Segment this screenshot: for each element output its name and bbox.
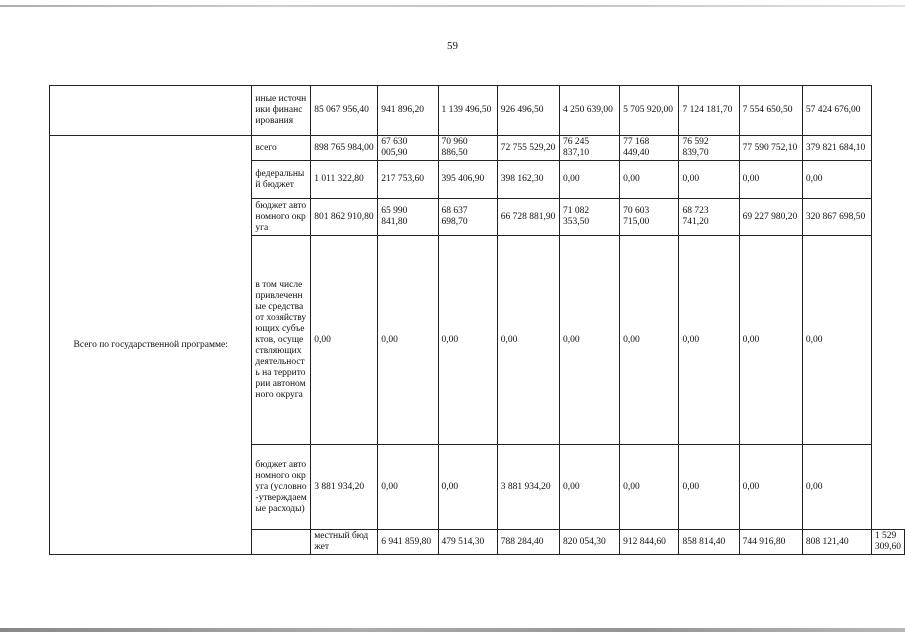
table-cell: 801 862 910,80 bbox=[311, 199, 378, 236]
table-cell: 898 765 984,00 bbox=[311, 136, 378, 161]
table-cell: 0,00 bbox=[620, 161, 679, 199]
table-cell: 788 284,40 bbox=[497, 530, 559, 555]
table-cell: 0,00 bbox=[679, 236, 739, 445]
table-cell: 1 011 322,80 bbox=[311, 161, 378, 199]
table-cell: 858 814,40 bbox=[679, 530, 739, 555]
table-cell: 5 705 920,00 bbox=[620, 86, 679, 136]
row-label: в том числе привлеченные средства от хозяйствующих субъектов, осуществляющих деятельность на территории автономного округа bbox=[252, 236, 311, 445]
table-cell: 0,00 bbox=[679, 445, 739, 530]
table-cell: 0,00 bbox=[559, 161, 619, 199]
row-label: бюджет автономного округа (условно-утверждаемые расходы) bbox=[252, 445, 311, 530]
row-label: всего bbox=[252, 136, 311, 161]
table-cell: 941 896,20 bbox=[378, 86, 438, 136]
table-cell: 85 067 956,40 bbox=[311, 86, 378, 136]
table-cell: 1 139 496,50 bbox=[438, 86, 497, 136]
program-total-label: Всего по государственной программе: bbox=[50, 136, 252, 555]
row-label: иные источники финансирования bbox=[252, 86, 311, 136]
table-cell: 72 755 529,20 bbox=[497, 136, 559, 161]
table-cell: 70 960 886,50 bbox=[438, 136, 497, 161]
table-row bbox=[50, 86, 905, 136]
table-cell: 0,00 bbox=[802, 161, 871, 199]
budget-table bbox=[49, 85, 905, 555]
table-cell: 0,00 bbox=[679, 161, 739, 199]
table-cell: 77 590 752,10 bbox=[739, 136, 802, 161]
table-cell: 0,00 bbox=[739, 445, 802, 530]
table-cell: 808 121,40 bbox=[802, 530, 871, 555]
table-cell: 7 554 650,50 bbox=[739, 86, 802, 136]
table-cell: 0,00 bbox=[438, 445, 497, 530]
row-label: бюджет автономного округа bbox=[252, 199, 311, 236]
table-cell: 68 723 741,20 bbox=[679, 199, 739, 236]
row-label: местный бюджет bbox=[311, 530, 378, 555]
table-cell: 3 881 934,20 bbox=[497, 445, 559, 530]
table-cell: 0,00 bbox=[497, 236, 559, 445]
row-label: федеральный бюджет bbox=[252, 161, 311, 199]
table-cell: 0,00 bbox=[378, 445, 438, 530]
table-cell: 0,00 bbox=[802, 445, 871, 530]
table-cell: 70 603 715,00 bbox=[620, 199, 679, 236]
empty-cell bbox=[50, 86, 252, 136]
table-cell: 0,00 bbox=[739, 236, 802, 445]
table-cell: 71 082 353,50 bbox=[559, 199, 619, 236]
table-cell: 77 168 449,40 bbox=[620, 136, 679, 161]
table-cell: 69 227 980,20 bbox=[739, 199, 802, 236]
scan-bottom-edge bbox=[0, 628, 905, 632]
empty-cell bbox=[252, 530, 311, 555]
table-cell: 0,00 bbox=[559, 236, 619, 445]
table-cell: 68 637 698,70 bbox=[438, 199, 497, 236]
table-row bbox=[50, 136, 905, 161]
page-number: 59 bbox=[447, 40, 458, 52]
table-cell: 398 162,30 bbox=[497, 161, 559, 199]
table-cell: 479 514,30 bbox=[438, 530, 497, 555]
table-cell: 379 821 684,10 bbox=[802, 136, 871, 161]
table-cell: 57 424 676,00 bbox=[802, 86, 871, 136]
table-cell: 6 941 859,80 bbox=[378, 530, 438, 555]
table-cell: 76 245 837,10 bbox=[559, 136, 619, 161]
table-cell: 65 990 841,80 bbox=[378, 199, 438, 236]
table-cell: 66 728 881,90 bbox=[497, 199, 559, 236]
table-cell: 67 630 005,90 bbox=[378, 136, 438, 161]
table-cell: 1 529 309,60 bbox=[871, 530, 904, 555]
table-cell: 0,00 bbox=[559, 445, 619, 530]
table-cell: 7 124 181,70 bbox=[679, 86, 739, 136]
table-cell: 76 592 839,70 bbox=[679, 136, 739, 161]
table-cell: 0,00 bbox=[739, 161, 802, 199]
table-cell: 820 054,30 bbox=[559, 530, 619, 555]
table-cell: 4 250 639,00 bbox=[559, 86, 619, 136]
table-cell: 0,00 bbox=[802, 236, 871, 445]
table-cell: 0,00 bbox=[620, 445, 679, 530]
table-cell: 217 753,60 bbox=[378, 161, 438, 199]
table-cell: 0,00 bbox=[311, 236, 378, 445]
table-cell: 0,00 bbox=[620, 236, 679, 445]
table-cell: 0,00 bbox=[438, 236, 497, 445]
table-cell: 744 916,80 bbox=[739, 530, 802, 555]
table-cell: 926 496,50 bbox=[497, 86, 559, 136]
table-cell: 0,00 bbox=[378, 236, 438, 445]
table-cell: 395 406,90 bbox=[438, 161, 497, 199]
table-cell: 912 844,60 bbox=[620, 530, 679, 555]
table-cell: 320 867 698,50 bbox=[802, 199, 871, 236]
table-cell: 3 881 934,20 bbox=[311, 445, 378, 530]
scan-top-edge bbox=[0, 5, 905, 7]
